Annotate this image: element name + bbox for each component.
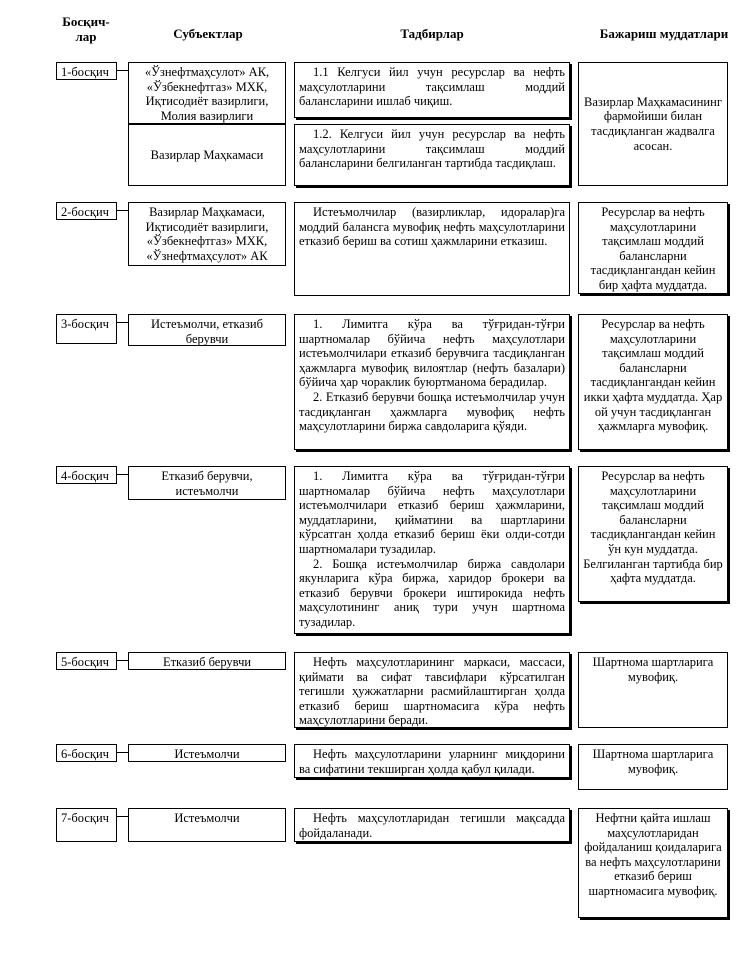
subject-6: Истеъмолчи: [128, 744, 286, 762]
subject-4: Етказиб берувчи, истеъмолчи: [128, 466, 286, 500]
subject-2: Вазирлар Маҳкамаси, Иқтисодиёт вазирлиги, «Ўзбекнефтгаз» МХК, «Ўзнефтмаҳсулот» АК: [128, 202, 286, 266]
deadline-7: Нефтни қайта ишлаш маҳсулотларидан фойдаланиш қоидаларига ва нефть маҳсулотларини етказиб бериш шартномасига мувофиқ.: [578, 808, 728, 918]
connector-line: [117, 322, 128, 323]
action-5: [294, 652, 570, 728]
deadline-6: Шартнома шартларига мувофиқ.: [578, 744, 728, 790]
stage-1: 1-босқич: [56, 62, 117, 80]
action-1-1: [294, 62, 570, 118]
connector-line: [117, 752, 128, 753]
connector-line: [117, 816, 128, 817]
action-text: 2. Етказиб берувчи бошқа истеъмолчилар учун тасдиқланган ҳажмларга мувофиқ нефть маҳсулотларини биржа савдоларига қўяди.: [299, 389, 565, 434]
action-text: Истеъмолчилар (вазирликлар, идоралар)га моддий балансга мувофиқ нефть маҳсулотларини етказиб бериш ва сотиш ҳажмларини етказиш.: [299, 205, 565, 249]
connector-line: [117, 474, 128, 475]
action-text: 2. Бошқа истеъмолчилар биржа савдолари якунларига кўра биржа, харидор брокери ва етказиб берувчи брокери иштирокида нефть маҳсулотининг аниқ тури учун шартнома тузадилар.: [299, 556, 565, 629]
action-text: Нефть маҳсулотларидан тегишли мақсадда фойдаланади.: [299, 811, 565, 840]
subject-7: Истеъмолчи: [128, 808, 286, 842]
connector-line: [117, 70, 128, 71]
action-text: Нефть маҳсулотларининг маркаси, массаси, қиймати ва сифат тавсифлари кўрсатилган тегишли ҳужжатларни расмийлаштирган ҳолда етказиб бериш шартномасига кўра нефть маҳсулотларини беради.: [299, 655, 565, 728]
action-text: Нефть маҳсулотларини уларнинг миқдорини ва сифатини текширган ҳолда қабул қилади.: [299, 747, 565, 776]
action-1-2: [294, 124, 570, 186]
stage-2: 2-босқич: [56, 202, 117, 220]
action-6: [294, 744, 570, 778]
deadline-3: Ресурслар ва нефть маҳсулотларини тақсимлаш моддий балансларни тасдиқлангандан кейин икки ҳафта муддатда. Ҳар ой учун тасдиқланган ҳажмларга мувофиқ.: [578, 314, 728, 450]
subject-1a: «Ўзнефтмаҳсулот» АК, «Ўзбекнефтгаз» МХК, Иқтисодиёт вазирлиги, Молия вазирлиги: [128, 62, 286, 124]
deadline-2: Ресурслар ва нефть маҳсулотларини тақсимлаш моддий балансларни тасдиқлангандан кейин бир ҳафта муддатда.: [578, 202, 728, 294]
header-stages: Босқич-лар: [62, 14, 110, 44]
subject-1b: Вазирлар Маҳкамаси: [128, 124, 286, 186]
deadline-5: Шартнома шартларига мувофиқ.: [578, 652, 728, 728]
stage-6: 6-босқич: [56, 744, 117, 762]
stage-7: 7-босқич: [56, 808, 117, 842]
header-actions: Тадбирлар: [400, 26, 464, 41]
action-2: [294, 202, 570, 296]
connector-line: [117, 210, 128, 211]
subject-3: Истеъмолчи, етказиб берувчи: [128, 314, 286, 346]
action-3: [294, 314, 570, 450]
deadline-4: Ресурслар ва нефть маҳсулотларини тақсимлаш моддий балансларни тасдиқлангандан кейин ўн кун муддатда. Белгиланган тартибда бир ҳафта муддатда.: [578, 466, 728, 602]
stage-3: 3-босқич: [56, 314, 117, 344]
action-text: 1.1 Келгуси йил учун ресурслар ва нефть маҳсулотларини тақсимлаш моддий балансларини ишлаб чиқиш.: [299, 65, 565, 109]
header-deadlines: Бажариш муддатлари: [599, 26, 729, 41]
connector-line: [117, 660, 128, 661]
subject-5: Етказиб берувчи: [128, 652, 286, 670]
action-text: 1. Лимитга кўра ва тўғридан-тўғри шартномалар бўйича нефть маҳсулотлари истеъмолчилари етказиб бериш ҳажмларини, муддатларини, қийматини ва шартларини кўрсатган ҳолда етказиб бериш ёки олди-сотди шартномалари тузадилар.: [299, 469, 565, 556]
stage-5: 5-босқич: [56, 652, 117, 670]
stage-4: 4-босқич: [56, 466, 117, 484]
action-7: [294, 808, 570, 842]
action-text: 1.2. Келгуси йил учун ресурслар ва нефть маҳсулотларини тақсимлаш моддий балансларини белгиланган тартибда тасдиқлаш.: [299, 127, 565, 171]
header-subjects: Субъектлар: [173, 26, 243, 41]
action-4: [294, 466, 570, 634]
deadline-1: Вазирлар Маҳкамасининг фармойиши билан тасдиқланган жадвалга асосан.: [578, 62, 728, 186]
action-text: 1. Лимитга кўра ва тўғридан-тўғри шартномалар бўйича нефть маҳсулотлари истеъмолчилари етказиб берувчига тасдиқланган ҳажмларга мувофиқ вилоятлар (нефть базалари) бўйича ҳар чораклик буюртманома берадилар.: [299, 317, 565, 390]
